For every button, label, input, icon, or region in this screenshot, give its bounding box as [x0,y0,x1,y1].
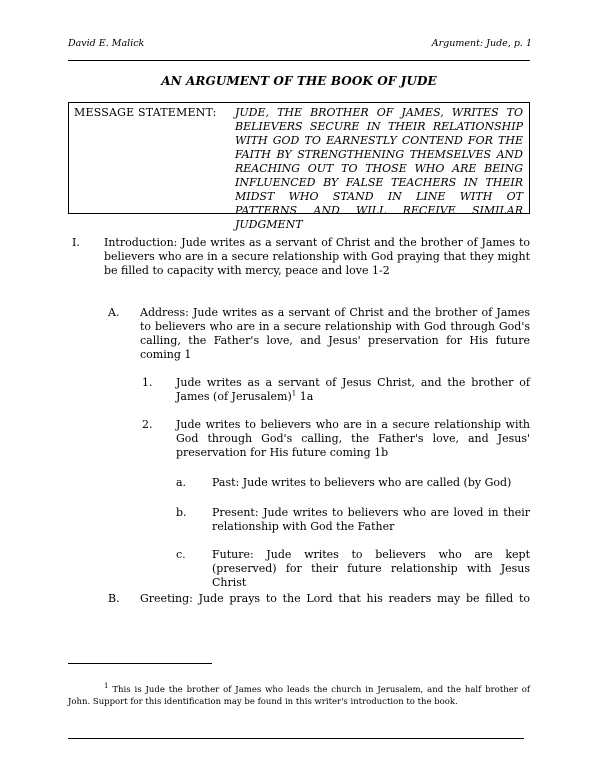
message-statement-box [68,102,530,231]
document-title: AN ARGUMENT OF THE BOOK OF JUDE [161,74,437,88]
outline-marker: a. [176,476,187,489]
outline-text: Future: Jude writes to believers who are kept (preserved) for their future relationship with Jesus Christ [212,548,530,589]
outline-text: Address: Jude writes as a servant of Christ and the brother of James to believers who are in a secure relationship with God through God's calling, the Father's love, and Jesus' preservation for His future coming 1 [140,306,530,361]
outline-marker: b. [176,506,187,519]
outline-marker: B. [108,592,120,605]
outline-marker: 2. [142,418,153,431]
outline-text [176,376,530,404]
running-header-page-ref: Argument: Jude, p. 1 [431,38,532,49]
outline-text: Present: Jude writes to believers who are loved in their relationship with God the Father [212,506,530,533]
message-statement-label: MESSAGE STATEMENT: [74,106,217,119]
outline-text-main: Jude writes as a servant of Jesus Christ, and the brother of James (of Jerusalem) [176,376,530,403]
footnote-reference[interactable]: 1 [291,389,297,398]
header-rule [68,60,530,61]
footer-rule [68,738,524,739]
outline-marker: 1. [142,376,153,389]
outline-text: Introduction: Jude writes as a servant of Christ and the brother of James to believers who are in a secure relationship with God praying that they might be filled to capacity with mercy, peace and love 1-2 [104,236,530,277]
outline-text-verse: 1a [296,390,314,403]
outline-text: Past: Jude writes to believers who are called (by God) [212,476,512,489]
outline-text: Greeting: Jude prays to the Lord that his readers may be filled to [140,592,530,605]
outline-marker: c. [176,548,186,561]
running-header-author: David E. Malick [68,38,145,49]
outline-marker: I. [72,236,80,249]
footnote-1 [68,684,530,708]
outline-text: Jude writes to believers who are in a secure relationship with God through God's calling, the Father's love, and Jesus' preservation for His future coming 1b [176,418,530,459]
footnote-text: This is Jude the brother of James who leads the church in Jerusalem, and the half brother of John. Support for this identification may be found in this writer's introduction to the book. [68,685,530,707]
footnote-number: 1 [104,682,109,691]
outline-marker: A. [108,306,120,319]
message-statement-text: JUDE, THE BROTHER OF JAMES, WRITES TO BELIEVERS SECURE IN THEIR RELATIONSHIP WITH GOD TO EARNESTLY CONTEND FOR THE FAITH BY STRENGTHENING THEMSELVES AND REACHING OUT TO THOSE WHO ARE BEING INFLUENCED BY FALSE TEACHERS IN THEIR MIDST WHO STAND IN LINE WITH OT PATTERNS AND WILL RECEIVE SIMILAR JUDGMENT [235,106,523,231]
footnote-separator [68,663,212,664]
